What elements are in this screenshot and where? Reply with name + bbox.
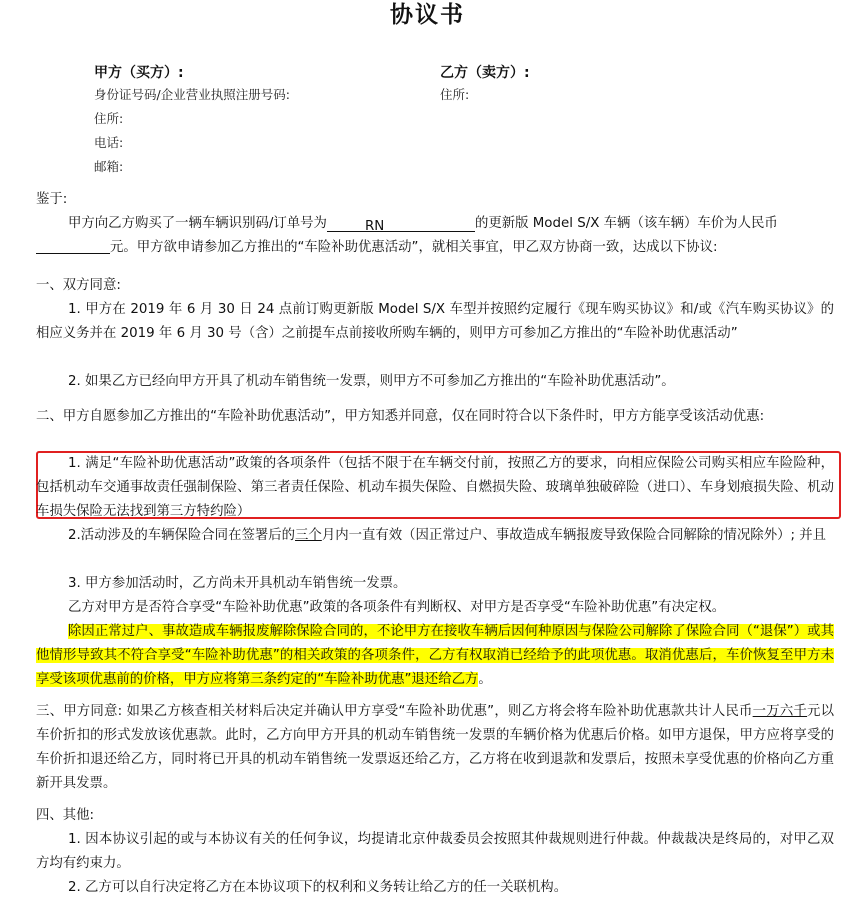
party-a-address-label: 住所:	[94, 111, 124, 126]
highlighted-clause: 除因正常过户、事故造成车辆报废解除保险合同的，不论甲方在接收车辆后因何种原因与保险公司解除了保险合同（“退保”）或其他情形导致其不符合享受“车险补助优惠”的相关政策的各项条件，乙方有权取消已经给予的此项优惠。取消优惠后，车价恢复至甲方未享受该项优惠前的价格，甲方应将第三条约定的“车险补助优惠”退还给乙方	[36, 624, 834, 687]
section-2-note-1: 乙方对甲方是否符合享受“车险补助优惠”政策的各项条件有判断权、对甲方是否享受“车险补助优惠”有决定权。	[68, 600, 726, 615]
whereas-line-1	[36, 212, 834, 236]
section-2-note-2: 除因正常过户、事故造成车辆报废解除保险合同的，不论甲方在接收车辆后因何种原因与保险公司解除了保险合同（“退保”）或其他情形导致其不符合享受“车险补助优惠”的相关政策的各项条件，乙方有权取消已经给予的此项优惠。取消优惠后，车价恢复至甲方未享受该项优惠前的价格，甲方应将第三条约定的“车险补助优惠”退还给乙方。	[36, 624, 834, 687]
section-2-item-2-a: 2.活动涉及的车辆保险合同在签署后的	[68, 528, 296, 543]
section-2-item-2	[36, 524, 834, 548]
vin-value: RN	[364, 219, 385, 234]
section-3-text-b: 元以车价折扣的形式发放该优惠款。此时，乙方向甲方开具的机动车销售统一发票的车辆价格为优惠后价格。如甲方退保，甲方应将享受的车价折扣退还给乙方，同时将已开具的机动车销售统一发票返还给乙方，乙方将在收到退款和发票后，按照未享受优惠的价格向乙方重新开具发票。	[36, 704, 835, 791]
price-blank	[36, 237, 110, 254]
subsidy-amount: 一万六千	[752, 704, 808, 719]
section-2-item-1: 1. 满足“车险补助优惠活动”政策的各项条件（包括不限于在车辆交付前，按照乙方的要求，向相应保险公司购买相应车险险种，包括机动车交通事故责任强制保险、第三者责任保险、机动车损失保险、自燃损失险、玻璃单独破碎险（进口）、车身划痕损失险、机动车损失保险无法找到第三方特约险）	[36, 456, 834, 519]
whereas-line-2	[36, 236, 834, 260]
party-a-label: 甲方（买方）:	[94, 65, 184, 81]
whereas-text-b: 的更新版 Model S/X 车辆（该车辆）车价为人民币	[474, 216, 778, 231]
vin-field	[327, 215, 475, 232]
party-b-label: 乙方（卖方）:	[440, 65, 530, 81]
validity-period: 三个	[295, 528, 322, 543]
section-3	[36, 700, 834, 796]
section-2-item-2-b: 月内一直有效（因正常过户、事故造成车辆报废导致保险合同解除的情况除外）; 并且	[321, 528, 827, 543]
whereas-text-a: 甲方向乙方购买了一辆车辆识别码/订单号为	[68, 216, 327, 231]
party-a-id-label: 身份证号码/企业营业执照注册号码:	[94, 87, 290, 102]
section-1-item-2: 2. 如果乙方已经向甲方开具了机动车销售统一发票，则甲方不可参加乙方推出的“车险补助优惠活动”。	[68, 374, 675, 389]
section-4-heading: 四、其他:	[36, 808, 95, 823]
section-4-item-1: 1. 因本协议引起的或与本协议有关的任何争议，均提请北京仲裁委员会按照其仲裁规则进行仲裁。仲裁裁决是终局的，对甲乙双方均有约束力。	[36, 832, 834, 871]
section-2-heading: 二、甲方自愿参加乙方推出的“车险补助优惠活动”，甲方知悉并同意，仅在同时符合以下条件时，甲方方能享受该活动优惠:	[36, 409, 765, 424]
whereas-line-2-text: 元。甲方欲申请参加乙方推出的“车险补助优惠活动”，就相关事宜，甲乙双方协商一致，达成以下协议:	[110, 240, 718, 255]
section-4-item-2: 2. 乙方可以自行决定将乙方在本协议项下的权利和义务转让给乙方的任一关联机构。	[68, 880, 568, 895]
section-1-item-1: 1. 甲方在 2019 年 6 月 30 日 24 点前订购更新版 Model S/X 车型并按照约定履行《现车购买协议》和/或《汽车购买协议》的相应义务并在 2019 年 6 月 30 号（含）之前提车点前接收所购车辆的，则甲方可参加乙方推出的“车险补助优惠活动”	[36, 302, 834, 341]
document-title: 协议书	[390, 2, 465, 28]
section-1-heading: 一、双方同意:	[36, 278, 121, 293]
whereas-heading: 鉴于:	[36, 192, 68, 207]
section-3-text-a: 三、甲方同意: 如果乙方核查相关材料后决定并确认甲方享受“车险补助优惠”，则乙方将会将车险补助优惠款共计人民币	[36, 704, 753, 719]
party-a-phone-label: 电话:	[94, 135, 124, 150]
party-a-email-label: 邮箱:	[94, 159, 124, 174]
party-b-address-label: 住所:	[440, 87, 470, 102]
section-2-item-3: 3. 甲方参加活动时，乙方尚未开具机动车销售统一发票。	[68, 576, 407, 591]
